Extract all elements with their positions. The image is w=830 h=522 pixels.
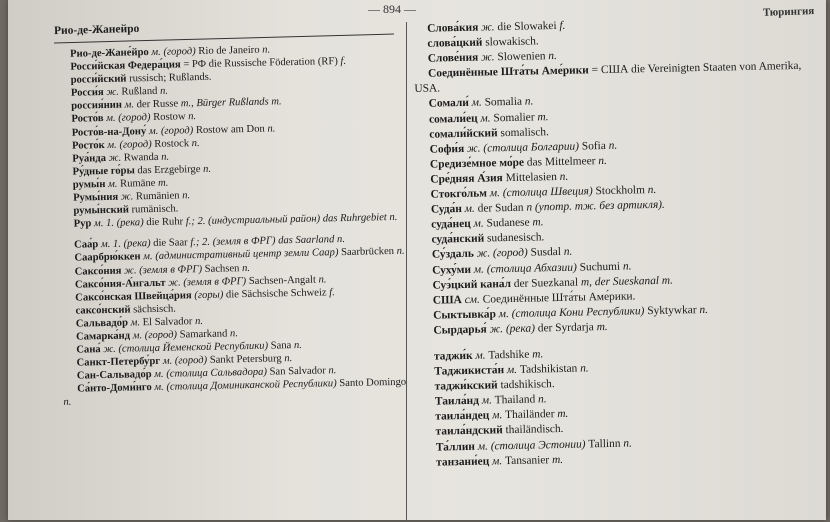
entry-translation: Sankt Petersburg [207,353,285,367]
entry-suffix: n (употр. тж. без артикля). [526,198,665,214]
entry-headword: Сан-Сальвадо́р [76,369,152,382]
entry-headword: Росто́в [71,113,104,126]
entry-headword: Сальвадо́р [75,317,129,330]
entry-suffix: m., Bürger Rußlands m. [180,96,282,110]
entry-headword: сомали́йский [429,126,498,141]
entry-headword: Сомали́ [428,97,469,111]
entry-headword: Таила́нд [434,394,480,408]
entry-suffix: f. [340,56,347,68]
entry-grammar: м. [503,363,518,377]
entry-suffix: n. [318,273,327,286]
entry-translation: die Slowakei [494,19,560,34]
entry-headword: слова́цкий [427,36,483,50]
entry-translation: Suchumi [576,260,624,274]
entry-grammar: ж. (река) [486,322,536,336]
entry-translation: die Sächsische Schweiz [223,287,330,301]
entry-headword: россия́нин [71,100,123,113]
entry-grammar: м. (город) [104,138,152,151]
entry-translation: russisch; Rußlands. [126,71,212,85]
entry-translation: Tansanier [502,453,553,467]
entry-translation: Slowenien [494,50,549,64]
left-column [56,41,409,410]
entry-translation: Rumäne [117,177,159,190]
entry-translation: = США die Vereinigten Staaten von Amerika, USA. [414,60,802,96]
entry-suffix: n. [396,246,405,258]
entry-translation: der Syrdarja [534,321,597,335]
entry-headword: суда́нец [431,218,471,231]
entry-translation: sächsisch. [130,303,177,316]
entry-grammar: ж. [103,86,119,99]
entry-headword: саксо́нский [75,304,131,317]
entry-suffix: n. [699,303,709,316]
entry-grammar: ж. [118,191,134,203]
entry-translation: Rumänien [133,190,183,203]
entry-headword: суда́нский [431,232,485,246]
entry-translation: Rio de Janeiro [195,44,263,58]
entry-suffix: n. [241,262,251,274]
entry-translation: der Sudan [474,201,527,215]
entry-suffix: n. [267,122,276,135]
entry-grammar: м. [489,409,503,422]
entry-headword: Саарбрю́ккен [74,251,141,265]
entry-headword: Стокго́льм [430,187,488,201]
entry-grammar: ж. (земля в ФРГ) [121,263,203,277]
entry-headword: Софи́я [429,142,465,156]
entry-suffix: n. [537,393,547,406]
entry-translation: Tallinn [585,437,624,451]
entry-translation: Sofia [578,139,609,153]
entry-grammar: ж. [478,21,495,34]
entry-translation: somalisch. [497,125,550,139]
entry-translation: Rußland [118,86,161,98]
entry-suffix: m. [551,453,564,466]
entry-grammar: м. [489,454,503,468]
entry-grammar: ж. [105,152,122,164]
entry-suffix: n. [203,163,212,175]
entry-suffix: n. [328,365,337,377]
entry-grammar: м. (город) [146,124,194,137]
entry-suffix: n. [293,339,303,352]
entry-translation: Mittelasien [502,170,560,185]
entry-suffix: m. [537,110,549,123]
entry-headword: Росто́к [71,139,105,152]
entry-suffix: n. [580,362,589,375]
entry-grammar: м. (город) [103,112,151,125]
entry-grammar: м. (административный центр земли Саар) [140,247,339,263]
entry-grammar: м. [478,394,493,407]
entry-suffix: m. [532,216,544,229]
entry-translation: Somalia [481,96,525,110]
entry-translation: Santo Domingo [336,377,407,390]
entry-grammar: м. (город) [160,355,208,368]
entry-translation: Saarbrücken [338,246,397,259]
entry-suffix: n. [161,151,170,163]
entry-suffix: n. [622,259,632,273]
entry-suffix: n. [284,353,293,365]
entry-grammar: м. [127,317,141,329]
entry-translation: der Suezkanal [510,276,582,290]
entry-translation: rumänisch. [128,203,179,216]
entry-headword: Сырдарья́ [433,323,487,337]
entry-headword: Су́здаль [431,248,474,262]
entry-translation: Thailänder [502,408,558,422]
entry-suffix: m. [532,348,544,361]
entry-grammar: м. [470,217,484,231]
entry-suffix: n. [524,95,534,109]
entry-headword: Слове́ния [427,51,479,65]
entry-headword: таджи́кский [434,379,498,393]
entry-translation: die Saar [150,237,191,250]
entry-headword: Саксо́ния-А́нгальт [74,277,166,291]
entry-headword: румы́н [72,178,106,191]
entry-suffix: m. [557,408,569,421]
entry-grammar: м. 1. (река) [98,238,151,251]
entry-headword: Сыктывка́р [433,308,497,322]
entry-grammar: м. [472,349,486,362]
entry-suffix: f. [329,286,335,299]
entry-grammar: ж. (город) [473,247,528,261]
entry-grammar: ж. (земля в ФРГ) [165,275,247,289]
entry-headword: Самарка́нд [75,330,131,343]
entry-translation: Sudanese [483,216,533,230]
entry-suffix: n. [623,437,632,450]
entry-suffix: n. [182,190,191,202]
entry-translation: das Mittelmeer [523,154,599,169]
running-head-left: Рио-де-Жанейро [53,22,140,38]
entry-headword: Сре́дняя А́зия [430,172,503,186]
entry-headword: Соединённые Шта́ты Аме́рики [427,64,589,80]
entry-translation: Rostow am Don [193,123,268,136]
dictionary-page [8,0,826,520]
entry-headword: Таджикиста́н [434,364,505,378]
entry-suffix: n. [647,183,657,197]
entry-grammar: м. [477,111,491,125]
entry-suffix: n. [188,111,197,123]
entry-grammar: м. (столица Кони Республики) [495,304,645,321]
entry-grammar: м. [121,99,135,112]
entry-headword: Суэ́цкий кана́л [432,277,512,292]
entry-headword: танзани́ец [436,455,490,469]
entry-grammar: м. (столица Абхазии) [470,261,577,276]
entry-translation: Tadshike [485,348,533,362]
entry-suffix: n. [262,44,271,56]
page-number: — 894 — [368,2,416,16]
entry-headword: Ру́дные го́ры [72,165,135,178]
entry-grammar: м. 1. (река) [91,217,144,230]
entry-headword: Росси́йская Федера́ция [70,59,181,73]
entry-translation: das Erzgebirge [134,163,204,177]
entry-translation: die Ruhr [143,216,186,229]
entry-suffix: m. [596,320,608,334]
entry-translation: slowakisch. [482,35,539,49]
entry-headword: росси́йский [70,73,127,86]
entry-headword: Суху́ми [432,263,472,277]
entry-suffix: n. [598,154,608,167]
entry-headword: Саксо́ния [74,265,122,278]
entry-headword: Санкт-Петербу́рг [76,356,161,369]
entry-grammar: см. [461,293,480,306]
entry-suffix: n. [563,246,573,259]
entry-headword: таила́ндский [435,424,503,439]
entry-translation: Sana [267,340,295,352]
entry-headword: Суда́н [430,203,463,216]
entry-headword: Саксо́нская Швейца́рия [75,289,192,304]
entry-grammar: м. [468,97,482,110]
entry-headword: таджи́к [433,349,473,363]
entry-translation: Rostock [151,137,192,150]
entry-translation: Stockholm [592,184,648,198]
entry-translation: Rostow [150,111,189,124]
entry-grammar: м. (столица Эстонии) [474,438,586,453]
entry-suffix: n. [63,397,72,409]
entry-translation: San Salvador [266,365,329,378]
entry-translation: der Russe [133,98,181,111]
entry-translation: Samarkand [176,328,231,341]
entry-translation: Соединённые Шта́ты Аме́рики. [479,290,636,306]
entry-headword: румы́нский [73,204,130,217]
entry-grammar: ж. (столица Йеменской Республики) [100,340,269,356]
entry-suffix: n. [559,170,569,183]
entry-suffix: n. [608,139,618,152]
running-head-right: Тюрингия [762,5,815,19]
entry-grammar: (горы) [191,289,224,301]
entry-translation: tadshikisch. [497,378,555,392]
entry-translation: Syktywkar [644,303,700,317]
entry-headword: Росси́я [70,87,104,99]
entry-grammar: ж. (столица Болгарии) [464,140,580,155]
entry-suffix: m. [157,177,169,189]
entry-grammar: м. [105,178,118,190]
entry-translation: Rwanda [121,151,162,164]
entry-translation: Somalier [490,110,538,124]
entry-translation: Tadshikistan [516,362,581,376]
entry-suffix: f. [559,19,566,32]
entry-grammar: м. (столица Швеция) [486,185,593,200]
entry-grammar: м. (город) [129,329,178,342]
entry-translation: El Salvador [139,316,196,329]
entry-headword: Са́нто-Доми́нго [77,382,152,395]
entry-headword: Росто́в-на-Дону́ [71,125,147,139]
entry-suffix: f.; 2. (индустриальный район) das Ruhrgebiet n. [185,212,398,228]
entry-translation: Sachsen-Angalt [246,274,319,287]
entry-headword: Слова́кия [427,21,479,35]
entry-suffix: n. [194,315,204,328]
entry-headword: США [432,293,462,307]
entry-translation: Susdal [527,246,564,260]
entry-suffix: m, der Sueskanal m. [580,274,674,289]
entry-translation: = РФ die Russische Föderation (RF) [180,56,341,71]
entry-suffix: n. [229,328,239,340]
entry-headword: Румы́ния [73,191,119,204]
entry-headword: Сана́ [76,344,101,356]
entry-translation: Thailand [491,393,539,407]
entry-headword: Рур [73,218,92,230]
entry-suffix: n. [548,50,558,63]
entry-translation: thailändisch. [502,423,564,437]
entry-headword: Саа́р [74,239,99,251]
entry-headword: сомали́ец [428,112,478,126]
entry-suffix: f.; 2. (земля в ФРГ) das Saarland n. [190,234,346,249]
entry-grammar: м. (город) [148,46,196,59]
entry-grammar: м. (столица Сальвадора) [151,366,268,381]
entry-translation: sudanesisch. [484,231,545,245]
entry-headword: Руа́нда [72,152,107,165]
entry-grammar: ж. [478,51,495,64]
entry-grammar: м. [461,202,475,216]
entry-translation: Sachsen [201,262,243,275]
entry-headword: Средизе́мное мо́ре [429,156,525,171]
entry-headword: Рио-де-Жане́йро [70,47,149,60]
right-column [413,14,822,471]
entry-headword: Та́ллин [435,440,476,454]
entry-suffix: n. [159,85,169,98]
entry-suffix: n. [191,137,200,149]
entry-headword: таила́ндец [435,409,490,423]
entry-grammar: м. (столица Доминиканской Республики) [151,378,337,394]
